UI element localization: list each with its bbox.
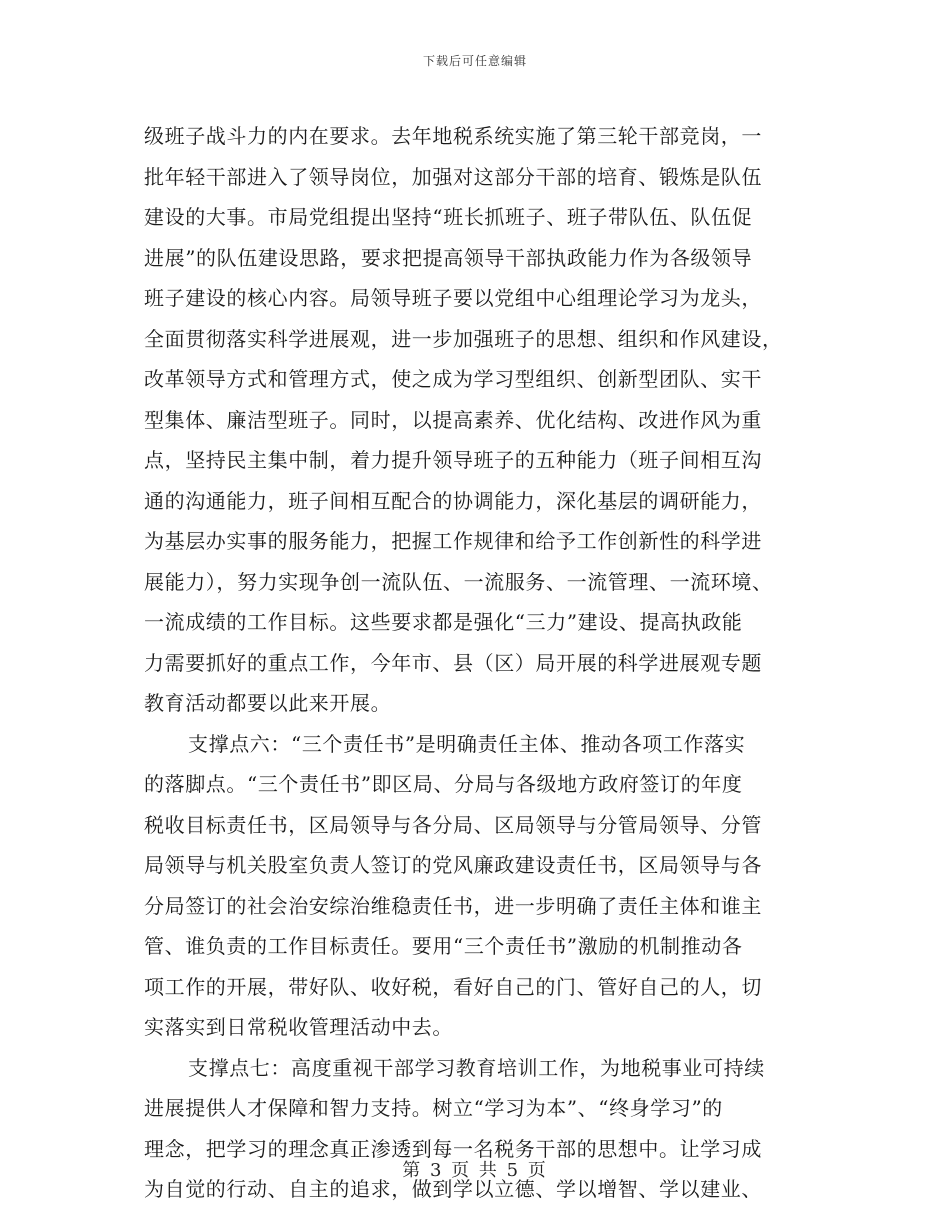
text-line: 型集体、廉洁型班子。同时，以提高素养、优化结构、改进作风为重 bbox=[144, 407, 762, 432]
text-line: 的落脚点。“三个责任书”即区局、分局与各级地方政府签订的年度 bbox=[144, 772, 743, 796]
text-line: 理念，把学习的理念真正渗透到每一名税务干部的思想中。让学习成 bbox=[144, 1136, 762, 1161]
text-line: 改革领导方式和管理方式，使之成为学习型组织、创新型团队、实干 bbox=[144, 367, 762, 391]
text-line: 班子建设的核心内容。局领导班子要以党组中心组理论学习为龙头， bbox=[144, 286, 762, 310]
text-line: 通的沟通能力，班子间相互配合的协调能力，深化基层的调研能力， bbox=[144, 488, 762, 513]
text-line: 力需要抓好的重点工作，今年市、县（区）局开展的科学进展观专题 bbox=[144, 650, 762, 675]
text-line: 进展”的队伍建设思路，要求把提高领导干部执政能力作为各级领导 bbox=[144, 245, 753, 270]
text-line: 实落实到日常税收管理活动中去。 bbox=[144, 1015, 453, 1039]
text-line: 分局签订的社会治安综治维稳责任书，进一步明确了责任主体和谁主 bbox=[144, 893, 762, 918]
text-line: 管、谁负责的工作目标责任。要用“三个责任书”激励的机制推动各 bbox=[144, 934, 743, 958]
text-line: 批年轻干部进入了领导岗位，加强对这部分干部的培育、锻炼是队伍 bbox=[144, 164, 762, 189]
text-line: 建设的大事。市局党组提出坚持“班长抓班子、班子带队伍、队伍促 bbox=[144, 205, 753, 229]
page-header: 下载后可任意编辑 bbox=[422, 54, 527, 68]
text-line: 展能力），努力实现争创一流队伍、一流服务、一流管理、一流环境、 bbox=[144, 569, 773, 594]
text-line: 税收目标责任书，区局领导与各分局、区局领导与分管局领导、分管 bbox=[144, 812, 762, 837]
text-line: 教育活动都要以此来开展。 bbox=[144, 691, 392, 715]
page-footer: 第 3 页 共 5 页 bbox=[402, 1160, 548, 1181]
text-line: 点，坚持民主集中制，着力提升领导班子的五种能力（班子间相互沟 bbox=[144, 448, 762, 472]
text-line: 为基层办实事的服务能力，把握工作规律和给予工作创新性的科学进 bbox=[144, 529, 762, 553]
paragraph-start-line: 支撑点六：“三个责任书”是明确责任主体、推动各项工作落实 bbox=[188, 731, 746, 756]
text-line: 全面贯彻落实科学进展观，进一步加强班子的思想、组织和作风建设， bbox=[144, 326, 783, 351]
text-line: 为自觉的行动、自主的追求，做到学以立德、学以增智、学以建业、 bbox=[144, 1177, 762, 1201]
paragraph-start-line: 支撑点七：高度重视干部学习教育培训工作，为地税事业可持续 bbox=[188, 1055, 765, 1080]
document-body bbox=[144, 116, 808, 1210]
text-line: 一流成绩的工作目标。这些要求都是强化“三力”建设、提高执政能 bbox=[144, 610, 743, 634]
text-line: 级班子战斗力的内在要求。去年地税系统实施了第三轮干部竞岗，一 bbox=[144, 124, 762, 148]
text-line: 局领导与机关股室负责人签订的党风廉政建设责任书，区局领导与各 bbox=[144, 853, 762, 877]
text-line: 进展提供人才保障和智力支持。树立“学习为本”、“终身学习”的 bbox=[144, 1096, 723, 1120]
text-line: 项工作的开展，带好队、收好税，看好自己的门、管好自己的人，切 bbox=[144, 974, 762, 999]
